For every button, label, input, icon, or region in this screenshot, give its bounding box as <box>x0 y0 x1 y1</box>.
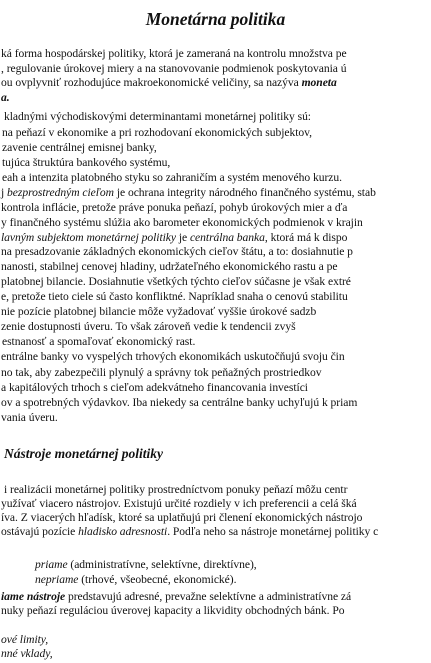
paragraph-line: zavenie centrálnej emisnej banky, <box>2 141 157 154</box>
paragraph-line: nuky peňazí reguláciou úverovej kapacity a likvidity obchodných bánk. Po <box>1 604 345 617</box>
paragraph-line: ou ovplyvniť rozhodujúce makroekonomické veličiny, sa nazýva moneta <box>1 76 337 89</box>
paragraph-line: tujúca štruktúra bankového systému, <box>2 156 171 169</box>
paragraph-line: a kapitálových trhoch s cieľom adekvátneho financovania investíci <box>1 381 308 394</box>
paragraph-line: yužívať viacero nástrojov. Existujú určité rozdiely v ich preferencii a celá šká <box>1 497 357 510</box>
list-item: priame (administratívne, selektívne, direktívne), <box>35 558 257 571</box>
page-title: Monetárna politika <box>145 9 286 29</box>
paragraph-line: a. <box>1 91 10 104</box>
paragraph-line: nie pozície platobnej bilancie môže vyžadovať vyššie úrokové sadzb <box>1 305 317 318</box>
paragraph-line: platobnej bilancie. Dosiahnutie všetkých týchto cieľov súčasne je však extré <box>1 275 351 288</box>
list-item: nné vklady, <box>1 647 53 660</box>
paragraph-line: zenie dostupnosti úveru. To však zároveň vedie k tendencii zvyš <box>1 320 296 333</box>
paragraph-line: , regulovanie úrokovej miery a na stanovovanie podmienok poskytovania ú <box>1 62 347 75</box>
paragraph-line: y finančného systému slúžia ako barometer ekonomických podmienok v krajin <box>1 216 363 229</box>
paragraph-line: kladnými východiskovými determinantami monetárnej politiky sú: <box>4 110 311 123</box>
paragraph-line: kontrola inflácie, pretože práve ponuka peňazí, pohyb úrokových mier a ďa <box>1 201 348 214</box>
paragraph-line: na presadzovanie základných ekonomických cieľov štátu, a to: dosiahnutie p <box>1 245 353 258</box>
paragraph-line: ká forma hospodárskej politiky, ktorá je zameraná na kontrolu množstva pe <box>1 47 347 60</box>
paragraph-line: entrálne banky vo vyspelých trhových ekonomikách uskutočňujú svoju čin <box>1 350 345 363</box>
paragraph-line: e, pretože tieto ciele sú často konfliktné. Napríklad snaha o cenovú stabilitu <box>1 290 348 303</box>
paragraph-line: eah a intenzita platobného styku so zahraničím a systém menového kurzu. <box>2 171 342 184</box>
paragraph-line: iame nástroje predstavujú adresné, prevažne selektívne a administratívne zá <box>1 590 352 603</box>
paragraph-line: íva. Z viacerých hľadísk, ktoré sa uplatňujú pri členení ekonomických nástrojo <box>1 511 363 524</box>
list-item: nepriame (trhové, všeobecné, ekonomické). <box>35 573 237 586</box>
paragraph-line: ostávajú pozície hladisko adresnosti. Podľa neho sa nástroje monetárnej politiky c <box>1 525 379 538</box>
paragraph-line: na peňazí v ekonomike a pri rozhodovaní ekonomických subjektov, <box>2 126 313 139</box>
paragraph-line: vania úveru. <box>1 411 58 424</box>
paragraph-line: estnanosť a spomaľovať ekonomický rast. <box>2 335 196 348</box>
paragraph-line: no tak, aby zabezpečili plynulý a správny tok peňažných prostriedkov <box>1 366 322 379</box>
paragraph-line: ov a spotrebných výdavkov. Iba niekedy sa centrálne banky uchyľujú k priam <box>1 396 358 409</box>
list-item: ové limity, <box>1 633 49 646</box>
paragraph-line: j bezprostredným cieľom je ochrana integrity národného finančného systému, stab <box>1 186 376 199</box>
paragraph-line: nanosti, stabilnej cenovej hladiny, udržateľného ekonomického rastu a pe <box>1 260 338 273</box>
paragraph-line: lavným subjektom monetárnej politiky je centrálna banka, ktorá má k dispo <box>1 231 348 244</box>
paragraph-line: i realizácii monetárnej politiky prostredníctvom ponuky peňazí môžu centr <box>4 483 348 496</box>
section-heading: Nástroje monetárnej politiky <box>4 446 164 461</box>
